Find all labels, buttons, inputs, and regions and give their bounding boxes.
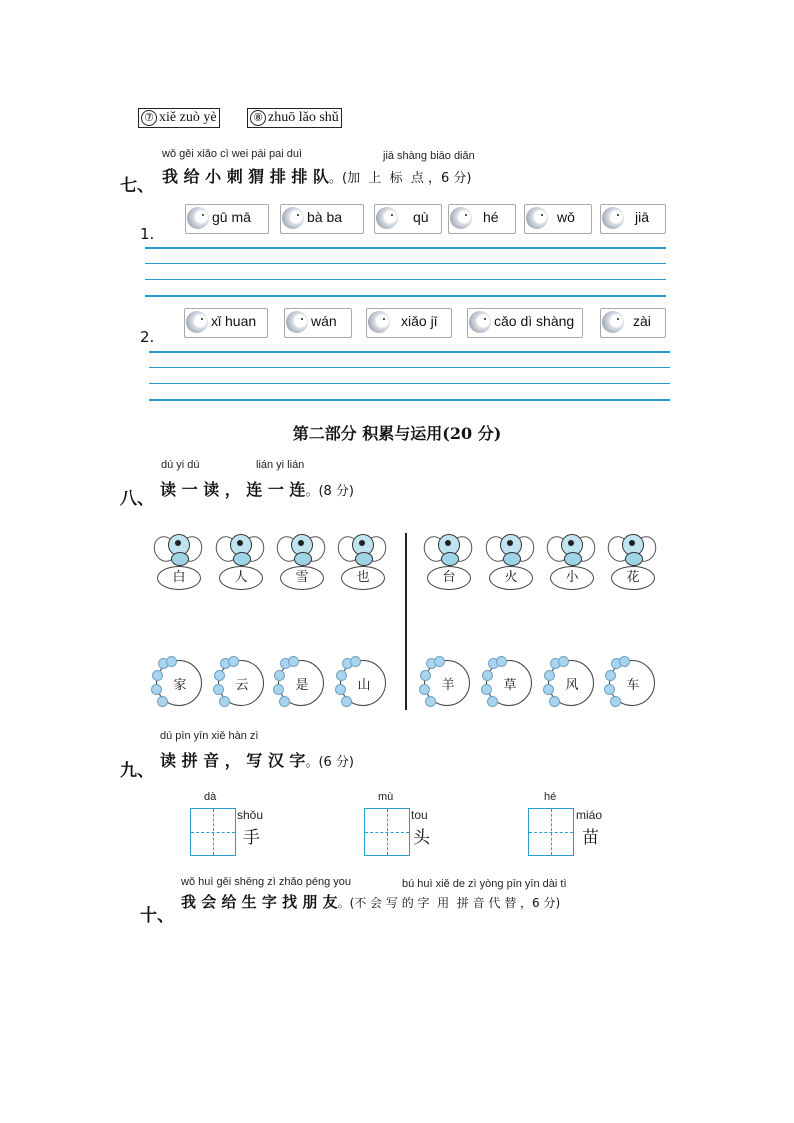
circled-number: ⑦ <box>141 110 157 126</box>
flower-icon <box>213 684 224 695</box>
section-number: 七、 <box>120 176 154 196</box>
flower-icon <box>279 696 290 707</box>
grid-line <box>213 809 214 855</box>
flower-icon <box>335 684 346 695</box>
flower-card[interactable] <box>418 656 472 710</box>
card-label: wán <box>311 313 337 329</box>
writing-line <box>149 399 670 401</box>
bee-body <box>294 552 312 566</box>
hedgehog-icon <box>450 207 472 229</box>
flower-char: 云 <box>235 678 249 693</box>
tianzige-box[interactable] <box>364 808 410 856</box>
bee-char: 人 <box>219 566 263 590</box>
hedgehog-icon <box>469 311 491 333</box>
writing-line <box>149 351 670 353</box>
bee-card[interactable] <box>275 528 327 592</box>
grid-line <box>387 809 388 855</box>
writing-line <box>145 295 666 297</box>
bee-card[interactable] <box>545 528 597 592</box>
flower-icon <box>549 696 560 707</box>
bee-body <box>171 552 189 566</box>
flower-icon <box>558 656 569 667</box>
flower-icon <box>481 684 492 695</box>
flower-icon <box>274 670 285 681</box>
hedgehog-icon <box>602 311 624 333</box>
section-note: 。(6 分) <box>305 755 354 770</box>
flower-char: 是 <box>295 678 309 693</box>
flower-icon <box>610 696 621 707</box>
part-title: 第二部分 积累与运用(20 分) <box>292 424 502 443</box>
pinyin-prompt: dà <box>204 791 217 803</box>
hedgehog-icon <box>368 311 390 333</box>
bee-char: 台 <box>427 566 471 590</box>
flower-icon <box>420 670 431 681</box>
hedgehog-card[interactable] <box>185 204 269 234</box>
hedgehog-card[interactable] <box>467 308 583 338</box>
card-label: wǒ <box>557 209 575 225</box>
card-label: xǐ huan <box>211 313 257 329</box>
given-char: 苗 <box>582 828 599 848</box>
s8-pinyin-a: dú yi dú <box>161 459 200 471</box>
bee-card[interactable] <box>214 528 266 592</box>
flower-icon <box>288 656 299 667</box>
bee-card[interactable] <box>422 528 474 592</box>
hedgehog-icon <box>602 207 624 229</box>
flower-icon <box>605 670 616 681</box>
flower-card[interactable] <box>272 656 326 710</box>
section-title-text: 读 拼 音 ， 写 汉 字 <box>160 751 306 770</box>
s7-pinyin-b: jiā shàng biāo diǎn <box>383 150 475 162</box>
bee-char: 花 <box>611 566 655 590</box>
hedgehog-card[interactable] <box>374 204 442 234</box>
s8-pinyin-b: lián yi lián <box>256 459 305 471</box>
pinyin-prompt: mù <box>378 791 394 803</box>
section-number: 八、 <box>120 489 154 509</box>
flower-card[interactable] <box>542 656 596 710</box>
hedgehog-card[interactable] <box>280 204 364 234</box>
flower-icon <box>219 696 230 707</box>
section-title <box>160 748 354 771</box>
pinyin-prompt: hé <box>544 791 557 803</box>
flower-char: 车 <box>626 678 640 693</box>
answer-item-7 <box>138 108 220 128</box>
bee-body <box>355 552 373 566</box>
card-label: zài <box>633 313 651 329</box>
tianzige-box[interactable] <box>190 808 236 856</box>
bee-char: 小 <box>550 566 594 590</box>
section-title-text: 我 给 小 刺 猬 排 排 队 <box>162 167 329 186</box>
flower-icon <box>228 656 239 667</box>
s10-pinyin-b: bú huì xiě de zì yòng pīn yīn dài tì <box>402 878 567 890</box>
hedgehog-card[interactable] <box>524 204 592 234</box>
flower-icon <box>152 670 163 681</box>
flower-icon <box>543 684 554 695</box>
section-number: 十、 <box>140 906 174 926</box>
card-label: jiā <box>635 209 650 225</box>
hedgehog-card[interactable] <box>184 308 268 338</box>
bee-body <box>503 552 521 566</box>
flower-icon <box>166 656 177 667</box>
bee-card[interactable] <box>152 528 204 592</box>
answer-pinyin: zhuō lǎo shǔ <box>268 110 339 125</box>
flower-char: 羊 <box>441 678 455 693</box>
hedgehog-icon <box>286 311 308 333</box>
answer-item-8 <box>247 108 342 128</box>
circled-number: ⑧ <box>250 110 266 126</box>
bee-char: 也 <box>341 566 385 590</box>
flower-icon <box>434 656 445 667</box>
row-number: 1. <box>140 225 155 243</box>
s9-pinyin: dú pīn yīn xiě hàn zì <box>160 730 259 742</box>
section-note: 。(不 会 写 的 字 用 拼 音 代 替 ，6 分) <box>337 896 561 910</box>
section-title <box>162 164 471 187</box>
flower-icon <box>214 670 225 681</box>
bee-body <box>233 552 251 566</box>
section-title-text: 我 会 给 生 字 找 朋 友 <box>181 893 338 911</box>
given-char: 头 <box>413 828 430 848</box>
flower-icon <box>544 670 555 681</box>
pinyin-hint: tou <box>411 808 428 822</box>
section-title <box>160 477 354 500</box>
bee-body <box>441 552 459 566</box>
flower-icon <box>604 684 615 695</box>
flower-icon <box>487 696 498 707</box>
hedgehog-card[interactable] <box>600 204 666 234</box>
flower-card[interactable] <box>150 656 204 710</box>
flower-char: 风 <box>565 678 579 693</box>
bee-card[interactable] <box>606 528 658 592</box>
column-divider <box>405 533 407 710</box>
hedgehog-icon <box>186 311 208 333</box>
bee-char: 白 <box>157 566 201 590</box>
s7-pinyin-a: wǒ gěi xiǎo cì wei pái pai duì <box>162 148 303 160</box>
flower-icon <box>336 670 347 681</box>
bee-body <box>564 552 582 566</box>
card-label: gū mā <box>212 209 251 225</box>
flower-card[interactable] <box>603 656 657 710</box>
hedgehog-card[interactable] <box>448 204 516 234</box>
card-label: qù <box>413 209 429 225</box>
writing-line <box>145 279 666 280</box>
hedgehog-card[interactable] <box>366 308 452 338</box>
flower-icon <box>151 684 162 695</box>
bee-card[interactable] <box>484 528 536 592</box>
flower-icon <box>482 670 493 681</box>
hedgehog-icon <box>282 207 304 229</box>
writing-line <box>145 263 666 264</box>
pinyin-hint: shǒu <box>237 808 264 822</box>
card-label: bà ba <box>307 209 343 225</box>
section-note: 。(8 分) <box>305 484 354 499</box>
section-note: 。(加 上 标 点 ，6 分) <box>329 171 472 186</box>
writing-line <box>149 367 670 368</box>
flower-char: 家 <box>173 678 187 693</box>
hedgehog-icon <box>187 207 209 229</box>
hedgehog-card[interactable] <box>284 308 352 338</box>
writing-line <box>145 247 666 249</box>
flower-icon <box>419 684 430 695</box>
hedgehog-icon <box>526 207 548 229</box>
row-number: 2. <box>140 328 155 346</box>
flower-icon <box>273 684 284 695</box>
grid-line <box>551 809 552 855</box>
card-label: xiǎo jī <box>401 313 438 329</box>
tianzige-box[interactable] <box>528 808 574 856</box>
pinyin-hint: miáo <box>576 808 603 822</box>
flower-icon <box>619 656 630 667</box>
hedgehog-icon <box>376 207 398 229</box>
bee-char: 雪 <box>280 566 324 590</box>
answer-pinyin: xiě zuò yè <box>159 110 217 125</box>
flower-card[interactable] <box>212 656 266 710</box>
card-label: hé <box>483 209 499 225</box>
bee-char: 火 <box>489 566 533 590</box>
section-number: 九、 <box>120 761 154 781</box>
bee-body <box>625 552 643 566</box>
flower-icon <box>341 696 352 707</box>
flower-icon <box>350 656 361 667</box>
flower-icon <box>157 696 168 707</box>
flower-char: 山 <box>357 678 371 693</box>
section-title <box>181 891 560 912</box>
writing-line <box>149 383 670 384</box>
flower-icon <box>425 696 436 707</box>
flower-card[interactable] <box>480 656 534 710</box>
s10-pinyin-a: wǒ huì gěi shēng zì zhǎo péng you <box>181 876 352 888</box>
given-char: 手 <box>243 828 260 848</box>
flower-card[interactable] <box>334 656 388 710</box>
flower-icon <box>496 656 507 667</box>
section-title-text: 读 一 读 ， 连 一 连 <box>160 480 306 499</box>
bee-card[interactable] <box>336 528 388 592</box>
hedgehog-card[interactable] <box>600 308 666 338</box>
card-label: cǎo dì shàng <box>494 313 575 329</box>
flower-char: 草 <box>503 678 517 693</box>
